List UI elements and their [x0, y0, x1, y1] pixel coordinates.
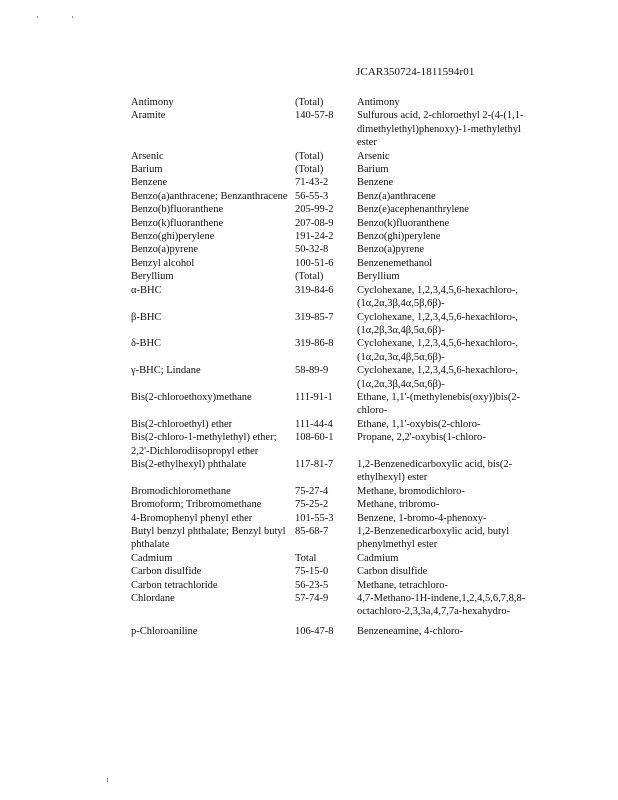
- table-row: [131, 592, 541, 619]
- cas-number: 75-25-2: [295, 499, 329, 511]
- cas-number: 205-99-2: [295, 204, 334, 216]
- cas-number: 108-60-1: [295, 432, 334, 444]
- table-row: [131, 243, 541, 256]
- chemical-name: γ-BHC; Lindane: [131, 365, 201, 377]
- cas-number: 319-85-7: [295, 311, 334, 323]
- chemical-description: Benzo(ghi)perylene: [357, 231, 441, 243]
- cas-number: 111-91-1: [295, 391, 333, 403]
- chemical-description: Benzo(k)fluoranthene: [357, 217, 450, 229]
- cas-number: (Total): [295, 164, 324, 176]
- chemical-description: Methane, bromodichloro-: [357, 485, 465, 497]
- chemical-description: Benzene: [357, 177, 394, 189]
- chemical-name: Benzene: [131, 177, 168, 189]
- chemical-description: Sulfurous acid, 2-chloroethyl 2-(4-(1,1-dimethylethyl)phenoxy)-1-methylethyl ester: [357, 110, 524, 149]
- chemical-name: Bis(2-chloroethoxy)methane: [131, 391, 252, 403]
- chemical-description: Benzene, 1-bromo-4-phenoxy-: [357, 512, 487, 524]
- chemical-description: Cyclohexane, 1,2,3,4,5,6-hexachloro-, (1α,2α,3β,4α,5α,6β)-: [357, 365, 518, 390]
- chemical-name: Butyl benzyl phthalate; Benzyl butyl phthalate: [131, 526, 286, 551]
- chemical-name: δ-BHC: [131, 338, 162, 350]
- chemical-name: p-Chloroaniline: [131, 625, 198, 637]
- chemical-name: Carbon tetrachloride: [131, 579, 218, 591]
- chemical-description: 1,2-Benzenedicarboxylic acid, bis(2-ethylhexyl) ester: [357, 458, 513, 484]
- table-row: [131, 230, 541, 243]
- chemical-name: Bis(2-chloro-1-methylethyl) ether; 2,2'-Dichlorodiisopropyl ether: [131, 432, 277, 457]
- chemical-description: Cyclohexane, 1,2,3,4,5,6-hexachloro-, (1α,2α,3β,4α,5β,6β)-: [357, 284, 518, 310]
- chemical-name: β-BHC: [131, 311, 162, 323]
- chemical-description: Antimony: [357, 97, 400, 108]
- table-row: [131, 552, 541, 565]
- table-row: [131, 163, 541, 176]
- chemical-description: Cadmium: [357, 552, 399, 564]
- table-row: [131, 96, 541, 109]
- table-row: [131, 176, 541, 189]
- chemical-description: Carbon disulfide: [357, 566, 428, 578]
- cas-number: 111-44-4: [295, 418, 333, 430]
- table-row: [131, 431, 541, 458]
- chemical-description: 1,2-Benzenedicarboxylic acid, butyl phenylmethyl ester: [357, 526, 510, 551]
- chemical-description: Ethane, 1,1'-(methylenebis(oxy))bis(2-chloro-: [357, 391, 521, 417]
- cas-number: 319-86-8: [295, 338, 334, 350]
- cas-number: 57-74-9: [295, 593, 329, 605]
- table-row: [131, 458, 541, 485]
- table-row: [131, 311, 541, 338]
- chemical-name: Benzo(a)anthracene; Benzanthracene: [131, 190, 288, 202]
- chemical-name: Bromodichloromethane: [131, 485, 231, 497]
- chemical-name: Bis(2-chloroethyl) ether: [131, 418, 233, 430]
- cas-number: 100-51-6: [295, 257, 334, 269]
- cas-number: 56-23-5: [295, 579, 329, 591]
- cas-number: 140-57-8: [295, 110, 334, 122]
- table-row: [131, 150, 541, 163]
- table-row: [131, 217, 541, 230]
- chemical-description: Ethane, 1,1'-oxybis(2-chloro-: [357, 418, 481, 430]
- chemical-name: Benzo(k)fluoranthene: [131, 217, 224, 229]
- chemical-name: α-BHC: [131, 284, 162, 296]
- chemical-name: 4-Bromophenyl phenyl ether: [131, 512, 253, 524]
- scan-speck: [72, 16, 73, 18]
- chemical-description: Benzo(a)pyrene: [357, 244, 425, 256]
- chemical-name: Benzyl alcohol: [131, 257, 195, 269]
- cas-number: 75-15-0: [295, 566, 329, 578]
- cas-number: 56-55-3: [295, 190, 329, 202]
- cas-number: 71-43-2: [295, 177, 329, 189]
- chemical-name: Antimony: [131, 97, 174, 108]
- cas-number: 85-68-7: [295, 526, 329, 537]
- chemical-description: Cyclohexane, 1,2,3,4,5,6-hexachloro-, (1α,2β,3α,4β,5α,6β)-: [357, 311, 518, 336]
- chemical-description: Propane, 2,2'-oxybis(1-chloro-: [357, 432, 486, 444]
- chemical-name: Benzo(b)fluoranthene: [131, 204, 224, 216]
- chemical-description: Beryllium: [357, 271, 400, 283]
- table-row: [131, 512, 541, 525]
- chemical-name: Bromoform; Tribromomethane: [131, 499, 262, 511]
- cas-number: 101-55-3: [295, 512, 334, 524]
- cas-number: 319-84-6: [295, 284, 334, 296]
- chemical-name: Chlordane: [131, 593, 175, 605]
- chemical-description: Barium: [357, 164, 389, 176]
- cas-number: (Total): [295, 97, 324, 108]
- table-row: [131, 337, 541, 364]
- chemical-name: Aramite: [131, 110, 166, 122]
- table-row: [131, 391, 541, 418]
- chemical-description: Benzenemethanol: [357, 257, 433, 269]
- table-row: [131, 190, 541, 203]
- chemical-description: Cyclohexane, 1,2,3,4,5,6-hexachloro-, (1α,2α,3α,4β,5α,6β)-: [357, 338, 518, 363]
- chemical-name: Cadmium: [131, 552, 173, 564]
- table-row: [131, 498, 541, 511]
- chemical-name: Bis(2-ethylhexyl) phthalate: [131, 458, 247, 470]
- table-row: [131, 525, 541, 552]
- chemical-name: Benzo(ghi)perylene: [131, 231, 215, 243]
- cas-number: 58-89-9: [295, 365, 329, 377]
- table-row: [131, 579, 541, 592]
- cas-number: 75-27-4: [295, 485, 329, 497]
- chemical-description: Benzeneamine, 4-chloro-: [357, 625, 464, 637]
- cas-number: 191-24-2: [295, 231, 334, 243]
- scan-speck: [37, 16, 38, 18]
- chemical-description: Benz(e)acephenanthrylene: [357, 204, 469, 216]
- chemical-description: Methane, tetrachloro-: [357, 579, 448, 591]
- chemical-name: Arsenic: [131, 150, 164, 162]
- chemical-name: Carbon disulfide: [131, 566, 202, 578]
- table-row: [131, 109, 541, 149]
- chemical-description: Arsenic: [357, 150, 390, 162]
- cas-number: 117-81-7: [295, 458, 334, 470]
- table-row: [131, 284, 541, 311]
- cas-number: (Total): [295, 150, 324, 162]
- table-row: [131, 619, 541, 638]
- table-row: [131, 565, 541, 578]
- cas-number: 50-32-8: [295, 244, 329, 256]
- cas-number: 106-47-8: [295, 625, 334, 637]
- table-row: [131, 203, 541, 216]
- chemical-description: Benz(a)anthracene: [357, 190, 436, 202]
- chemical-name: Benzo(a)pyrene: [131, 244, 199, 256]
- table-row: [131, 485, 541, 498]
- chemical-name: Barium: [131, 164, 163, 176]
- chemical-name: Beryllium: [131, 271, 174, 283]
- cas-number: 207-08-9: [295, 217, 334, 229]
- chemical-description: Methane, tribromo-: [357, 499, 440, 511]
- scan-speck: [107, 778, 108, 782]
- table-row: [131, 418, 541, 431]
- table-row: [131, 364, 541, 391]
- chemical-table: [131, 96, 541, 638]
- chemical-description: 4,7-Methano-1H-indene,1,2,4,5,6,7,8,8-octachloro-2,3,3a,4,7,7a-hexahydro-: [357, 593, 526, 618]
- cas-number: Total: [295, 552, 317, 564]
- table-row: [131, 270, 541, 283]
- document-id: JCAR350724-1811594r01: [356, 66, 475, 78]
- table-row: [131, 257, 541, 270]
- cas-number: (Total): [295, 271, 324, 283]
